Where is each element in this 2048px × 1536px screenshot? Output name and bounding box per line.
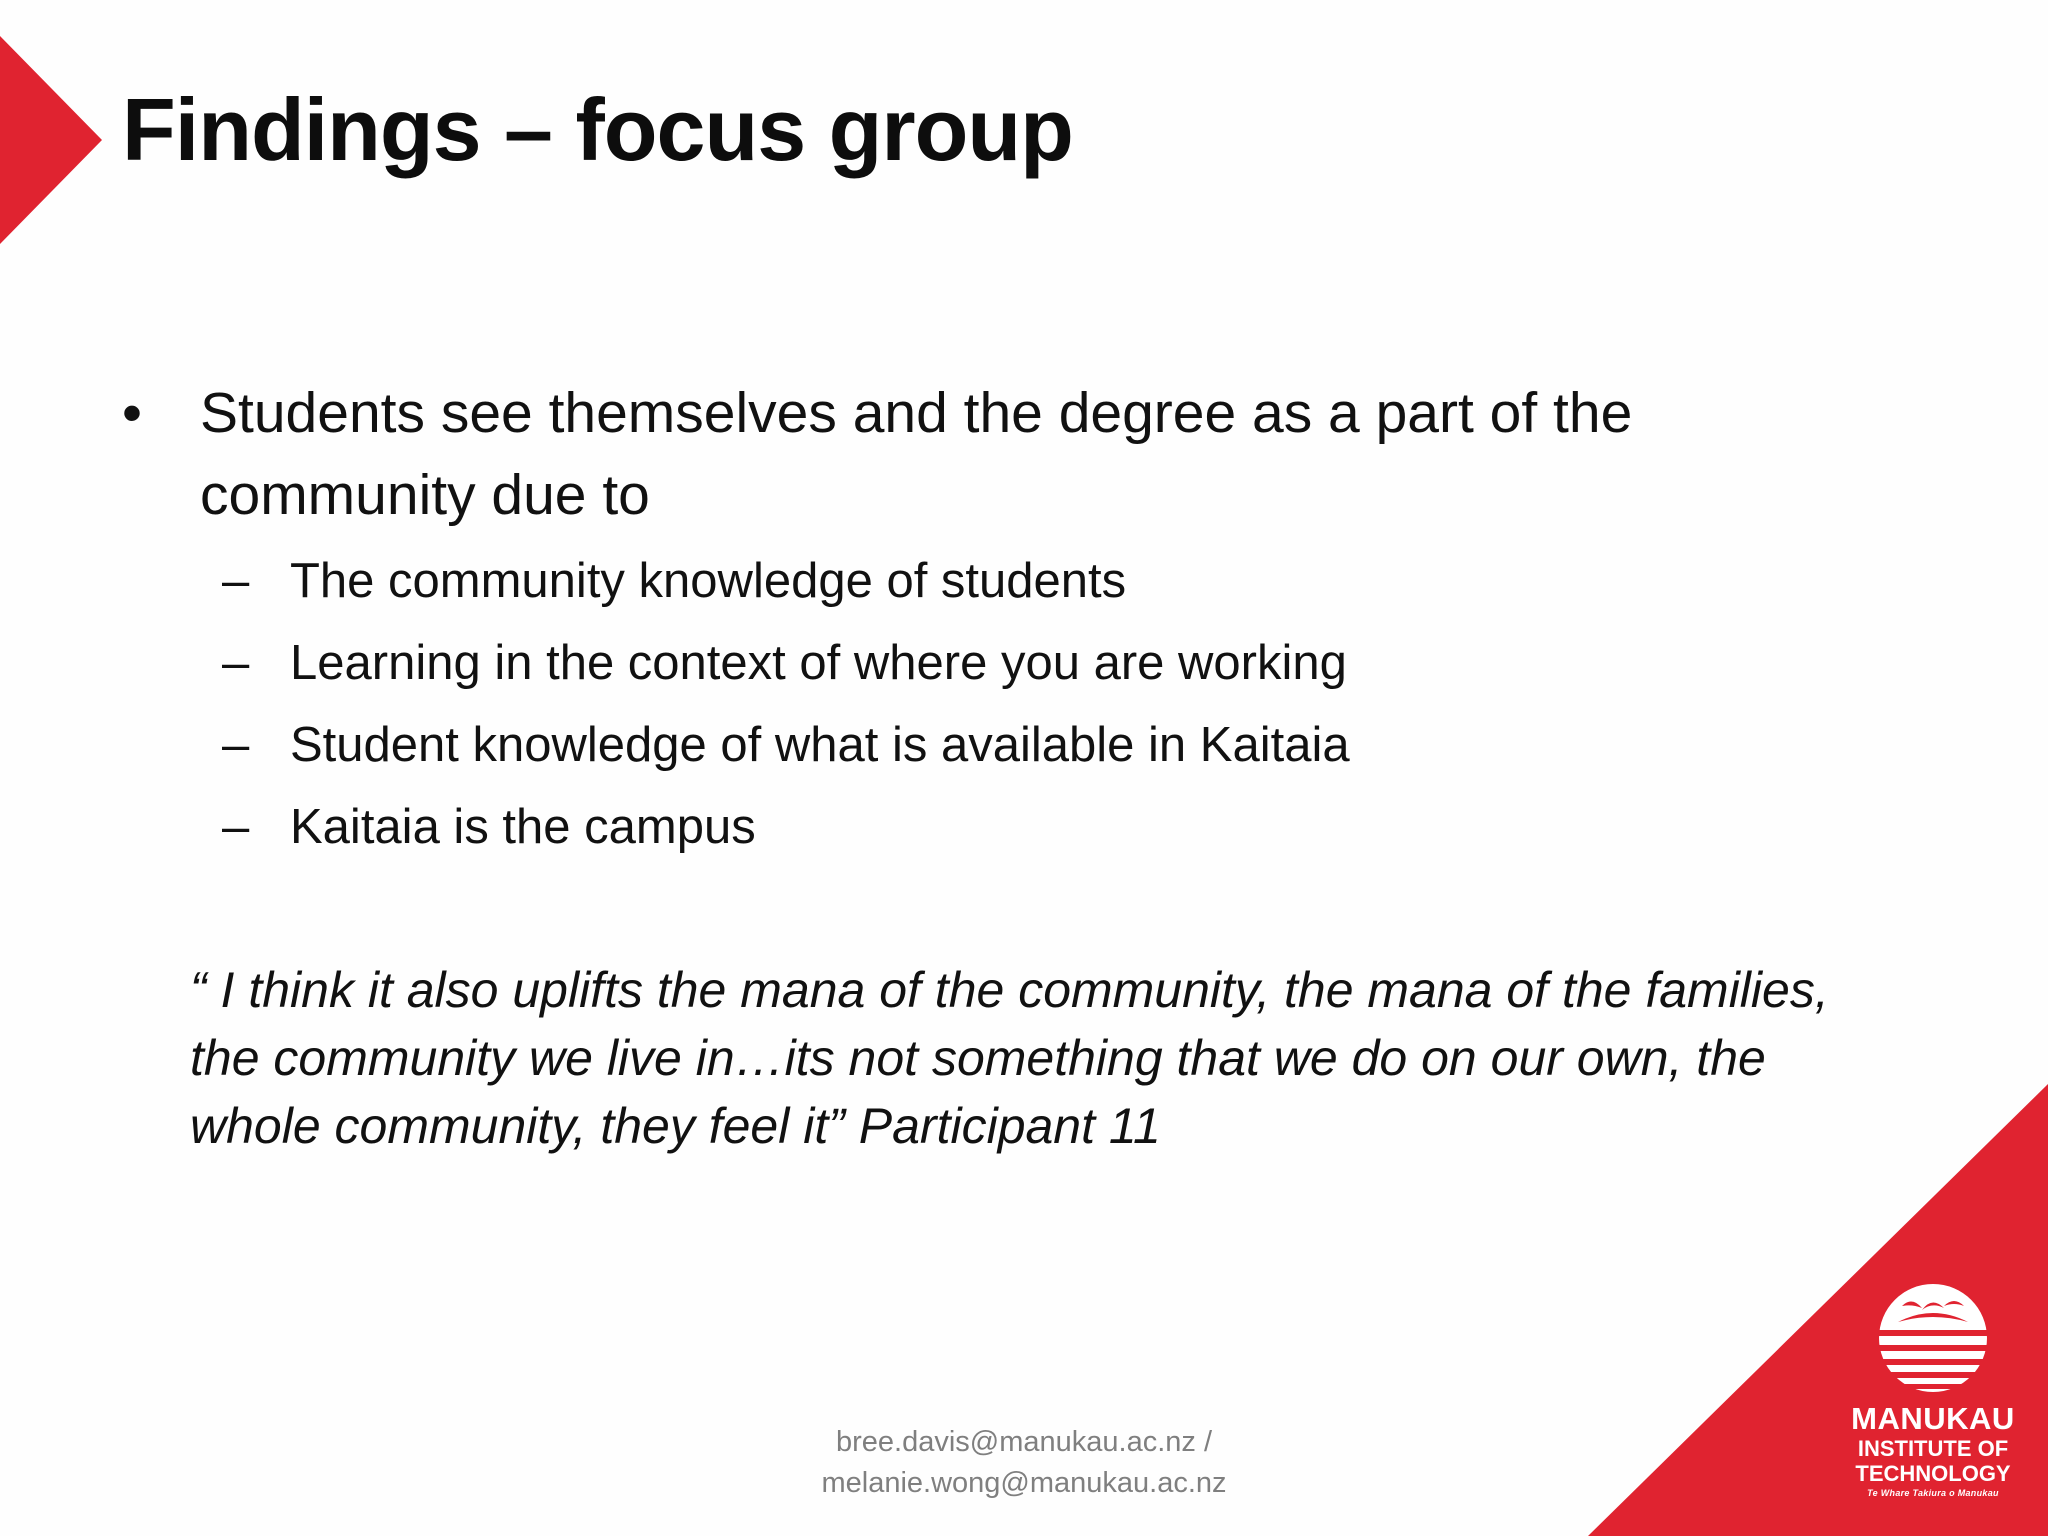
participant-quote: “ I think it also uplifts the mana of the community, the mana of the families, the community we live in…its not something that we do on our own, the whole community, they feel it” Participant 11 xyxy=(190,962,1829,1154)
footer-email-line2: melanie.wong@manukau.ac.nz xyxy=(821,1467,1227,1499)
brand-name-line1: MANUKAU xyxy=(1851,1401,2015,1436)
sub-bullet-text: Kaitaia is the campus xyxy=(290,800,756,854)
dash-marker: – xyxy=(222,554,250,608)
brand-name-line3: TECHNOLOGY xyxy=(1855,1461,2011,1486)
footer-contact xyxy=(700,1422,1348,1504)
main-bullet xyxy=(122,372,1822,536)
manukau-wordmark xyxy=(1838,1402,2028,1500)
dash-marker: – xyxy=(222,636,250,690)
bullet-marker: • xyxy=(122,381,142,445)
dash-marker: – xyxy=(222,718,250,772)
brand-name-line2: INSTITUTE OF xyxy=(1857,1436,2009,1461)
sub-bullet-item xyxy=(222,712,1722,794)
footer-email-line1: bree.davis@manukau.ac.nz / xyxy=(835,1426,1213,1458)
dash-marker: – xyxy=(222,800,250,854)
sub-bullet-item xyxy=(222,548,1722,630)
sub-bullet-item xyxy=(222,630,1722,712)
slide-title: Findings – focus group xyxy=(122,80,1073,179)
sub-bullet-text: The community knowledge of students xyxy=(290,554,1127,608)
bullet-text: Students see themselves and the degree as a part of the community due to xyxy=(200,381,1633,527)
sub-bullet-text: Student knowledge of what is available in Kaitaia xyxy=(290,718,1350,772)
sub-bullet-list xyxy=(222,548,1722,876)
manukau-logo-icon xyxy=(1858,1270,2008,1400)
sub-bullet-text: Learning in the context of where you are working xyxy=(290,636,1347,690)
brand-tagline: Te Whare Takiura o Manukau xyxy=(1867,1488,1999,1498)
sub-bullet-item xyxy=(222,794,1722,876)
corner-accent-triangle xyxy=(0,0,110,260)
